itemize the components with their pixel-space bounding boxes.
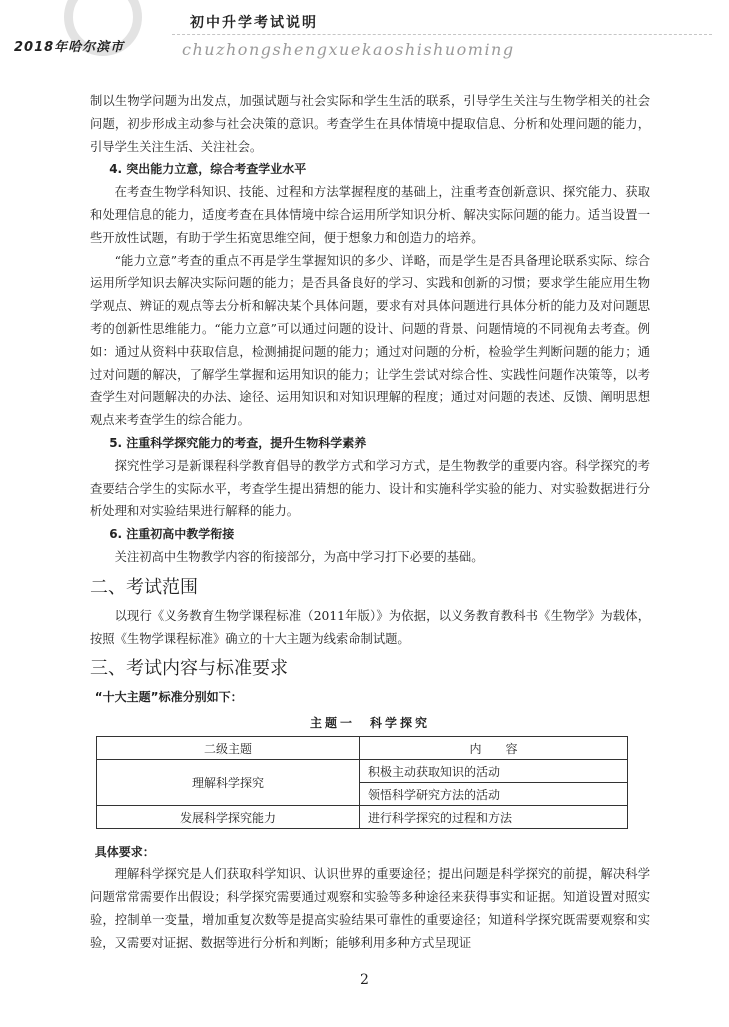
intro-paragraph: 制以生物学问题为出发点，加强试题与社会实际和学生生活的联系，引导学生关注与生物学相关的社会问题，初步形成主动参与社会决策的意识。考查学生在具体情境中提取信息、分析和处理问题的能力，引导学生关注生活、关注社会。 <box>90 94 650 154</box>
requirements-paragraph: 理解科学探究是人们获取科学知识、认识世界的重要途径；提出问题是科学探究的前提，解决科学问题常常需要作出假设；科学探究需要通过观察和实验等多种途径来获得事实和证据。知道设置对照实验，控制单一变量，增加重复次数等是提高实验结果可靠性的重要途径；知道科学探究既需要观察和实验，又需要对证据、数据等进行分析和判断；能够利用多种方式呈现证 <box>90 867 650 950</box>
series-pinyin: chuzhongshengxuekaoshishuoming <box>182 40 515 59</box>
table-header-row <box>97 737 628 760</box>
item4-heading: 4. 突出能力立意，综合考查学业水平 <box>109 162 307 177</box>
item6-heading: 6. 注重初高中教学衔接 <box>109 527 235 542</box>
item4-paragraph-1: 在考查生物学科知识、技能、过程和方法掌握程度的基础上，注重考查创新意识、探究能力、获取和处理信息的能力，适度考查在具体情境中综合运用所学知识分析、解决实际问题的能力。适当设置一些开放性试题，有助于学生拓宽思维空间，便于想象力和创造力的培养。 <box>90 185 650 245</box>
table-cell-subtopic: 理解科学探究 <box>97 760 360 806</box>
item4-paragraph-2: “能力立意”考查的重点不再是学生掌握知识的多少、详略，而是学生是否具备理论联系实际、综合运用所学知识去解决实际问题的能力；是否具备良好的学习、实践和创新的习惯；要求学生能应用生物学观点、辨证的观点等去分析和解决某个具体问题，要求有对具体问题进行具体分析的能力及对问题思考的创新性思维能力。“能力立意”可以通过问题的设计、问题的背景、问题情境的不同视角去考查。例如：通过从资料中获取信息，检测捕捉问题的能力；通过对问题的分析，检验学生判断问题的能力；通过对问题的解决，了解学生掌握和运用知识的能力；让学生尝试对综合性、实践性问题作决策等，以考查学生对问题解决的办法、途径、运用知识和对知识理解的程度；通过对问题的表述、反馈、阐明思想观点来考查学生的综合能力。 <box>90 253 650 428</box>
section3-lead: “十大主题”标准分别如下： <box>94 690 243 705</box>
topic-table <box>96 736 628 829</box>
table-cell-content: 进行科学探究的过程和方法 <box>360 806 628 829</box>
page-number: 2 <box>360 972 369 988</box>
item5-paragraph-1: 探究性学习是新课程科学教育倡导的教学方式和学习方式，是生物教学的重要内容。科学探究的考查要结合学生的实际水平，考查学生提出猜想的能力、设计和实施科学实验的能力、对实验数据进行分析处理和对实验结果进行解释的能力。 <box>90 458 650 519</box>
item5-heading: 5. 注重科学探究能力的考查，提升生物科学素养 <box>109 435 367 450</box>
page-body <box>90 90 650 955</box>
table-row <box>97 806 628 829</box>
table-header-right: 内 容 <box>360 737 628 760</box>
table-row <box>97 760 628 783</box>
section2-paragraph: 以现行《义务教育生物学课程标准（2011年版）》为依据，以义务教育教科书《生物学》为载体，按照《生物学课程标准》确立的十大主题为线索命制试题。 <box>90 608 650 646</box>
section2-title: 二、考试范围 <box>90 576 198 598</box>
table-caption: 主题一 科学探究 <box>309 716 430 731</box>
page-header <box>0 0 729 72</box>
table-cell-subtopic: 发展科学探究能力 <box>97 806 360 829</box>
section3-title: 三、考试内容与标准要求 <box>90 658 288 680</box>
header-divider <box>172 34 712 35</box>
item6-paragraph-1: 关注初高中生物教学内容的衔接部分，为高中学习打下必要的基础。 <box>114 549 484 564</box>
edition-label: 2018年哈尔滨市 <box>14 40 125 55</box>
series-title: 初中升学考试说明 <box>190 15 318 31</box>
table-header-left: 二级主题 <box>97 737 360 760</box>
requirements-heading: 具体要求： <box>94 845 155 860</box>
table-cell-content: 领悟科学研究方法的活动 <box>360 783 628 806</box>
table-cell-content: 积极主动获取知识的活动 <box>360 760 628 783</box>
